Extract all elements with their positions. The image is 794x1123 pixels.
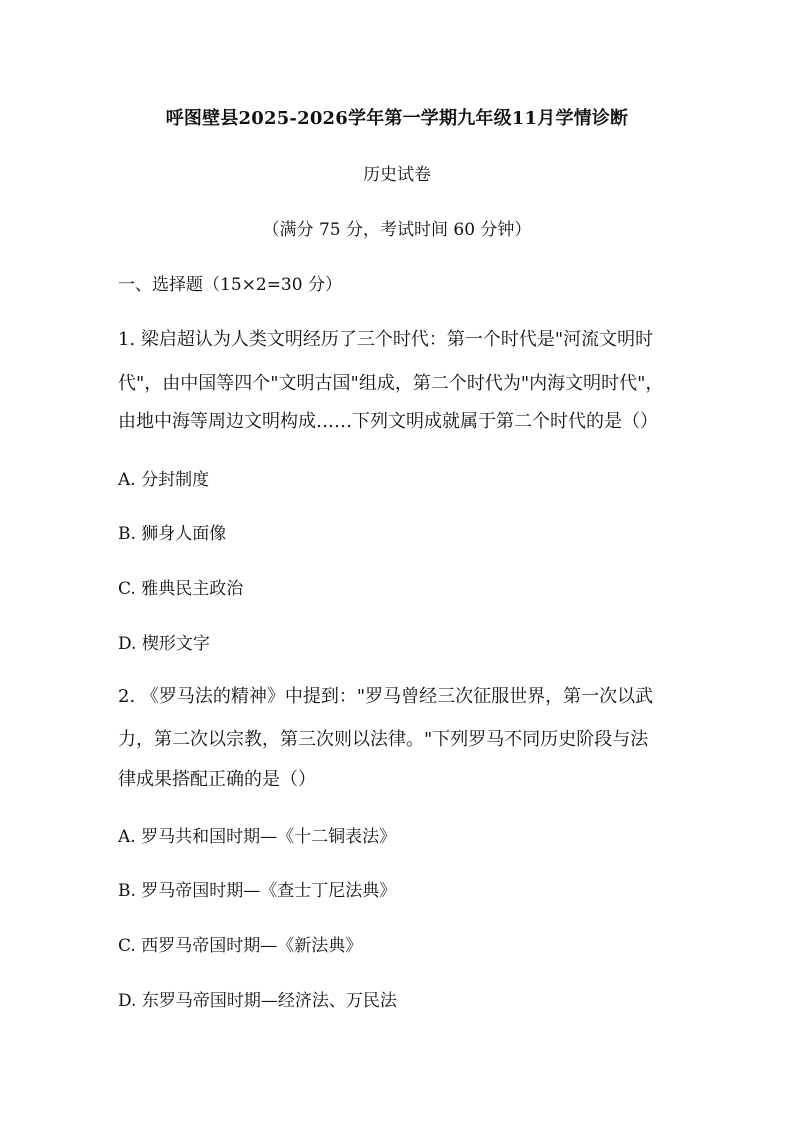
question-1-option-b: B. 狮身人面像 <box>118 524 227 544</box>
question-2-option-b: B. 罗马帝国时期—《查士丁尼法典》 <box>118 881 397 901</box>
exam-title: 呼图壁县2025-2026学年第一学期九年级11月学情诊断 <box>165 108 629 129</box>
question-2-line-3: 律成果搭配正确的是（） <box>118 769 316 790</box>
question-2-line-1: 2. 《罗马法的精神》中提到："罗马曾经三次征服世界，第一次以武 <box>118 686 654 707</box>
subject-title: 历史试卷 <box>363 165 431 185</box>
question-2-line-2: 力，第二次以宗教，第三次则以法律。"下列罗马不同历史阶段与法 <box>118 729 649 750</box>
section-heading: 一、选择题（15×2=30 分） <box>118 275 342 295</box>
question-2-option-d: D. 东罗马帝国时期—经济法、万民法 <box>118 991 397 1011</box>
question-1-line-2: 代"，由中国等四个"文明古国"组成，第二个时代为"内海文明时代"， <box>118 373 664 394</box>
question-1-line-3: 由地中海等周边文明构成……下列文明成就属于第二个时代的是（） <box>118 411 658 432</box>
question-2-option-c: C. 西罗马帝国时期—《新法典》 <box>118 936 363 956</box>
question-1-line-1: 1. 梁启超认为人类文明经历了三个时代：第一个时代是"河流文明时 <box>118 329 654 350</box>
question-1-option-d: D. 楔形文字 <box>118 634 210 654</box>
question-1-option-c: C. 雅典民主政治 <box>118 579 244 599</box>
question-1-option-a: A. 分封制度 <box>118 470 210 490</box>
score-time-note: （满分 75 分，考试时间 60 分钟） <box>262 220 532 240</box>
question-2-option-a: A. 罗马共和国时期—《十二铜表法》 <box>118 827 397 847</box>
